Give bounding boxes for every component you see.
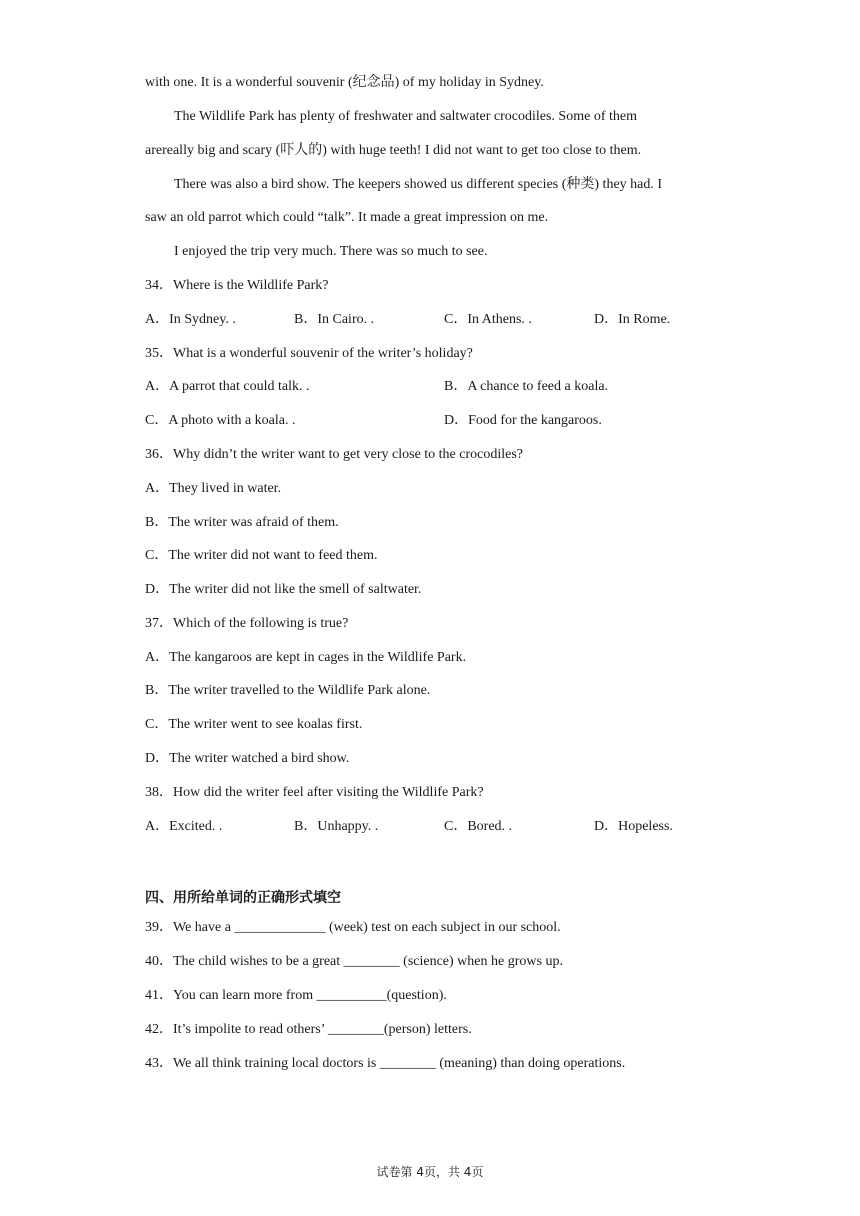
passage-line: I enjoyed the trip very much. There was so much to see. — [174, 244, 488, 259]
option-d: D．The writer did not like the smell of saltwater. — [145, 582, 422, 597]
fill-blank-item: 41．You can learn more from __________(question). — [145, 988, 447, 1003]
option-d: D．Food for the kangaroos. — [444, 413, 602, 428]
option-d: D．Hopeless. — [594, 819, 673, 834]
option-a: A．Excited. . — [145, 819, 223, 834]
question-stem: 36．Why didn’t the writer want to get very close to the crocodiles? — [145, 447, 524, 462]
option-b: B．In Cairo. . — [294, 312, 375, 327]
question-stem: 37．Which of the following is true? — [145, 616, 349, 631]
passage-line: There was also a bird show. The keepers showed us different species (种类) they had. I — [174, 177, 663, 192]
passage-line: with one. It is a wonderful souvenir (纪念品) of my holiday in Sydney. — [145, 75, 544, 90]
question-stem: 38．How did the writer feel after visiting the Wildlife Park? — [145, 785, 484, 800]
page-footer: 试卷第 4页，共 4页 — [376, 1165, 484, 1179]
question-stem: 34．Where is the Wildlife Park? — [145, 278, 329, 293]
option-d: D．In Rome. — [594, 312, 671, 327]
option-a: A．The kangaroos are kept in cages in the Wildlife Park. — [145, 650, 467, 665]
fill-blank-item: 42．It’s impolite to read others’ ________(person) letters. — [145, 1022, 472, 1037]
option-a: A．In Sydney. . — [145, 312, 236, 327]
fill-blank-item: 43．We all think training local doctors is ________ (meaning) than doing operations. — [145, 1056, 626, 1071]
question-stem: 35．What is a wonderful souvenir of the writer’s holiday? — [145, 346, 473, 361]
option-d: D．The writer watched a bird show. — [145, 751, 350, 766]
option-c: C．The writer did not want to feed them. — [145, 548, 378, 563]
option-b: B．A chance to feed a koala. — [444, 379, 609, 394]
passage-line: arereally big and scary (吓人的) with huge teeth! I did not want to get too close to them. — [145, 143, 642, 158]
option-b: B．The writer was afraid of them. — [145, 515, 339, 530]
option-c: C．In Athens. . — [444, 312, 532, 327]
option-c: C．A photo with a koala. . — [145, 413, 296, 428]
option-c: C．The writer went to see koalas first. — [145, 717, 363, 732]
option-a: A．They lived in water. — [145, 481, 282, 496]
passage-line: The Wildlife Park has plenty of freshwater and saltwater crocodiles. Some of them — [174, 109, 637, 124]
section-heading: 四、用所给单词的正确形式填空 — [145, 890, 341, 906]
fill-blank-item: 40．The child wishes to be a great ________ (science) when he grows up. — [145, 954, 563, 969]
fill-blank-item: 39．We have a _____________ (week) test on each subject in our school. — [145, 920, 561, 935]
option-a: A．A parrot that could talk. . — [145, 379, 310, 394]
passage-line: saw an old parrot which could “talk”. It made a great impression on me. — [145, 210, 549, 225]
option-c: C．Bored. . — [444, 819, 513, 834]
option-b: B．The writer travelled to the Wildlife Park alone. — [145, 683, 431, 698]
option-b: B．Unhappy. . — [294, 819, 379, 834]
